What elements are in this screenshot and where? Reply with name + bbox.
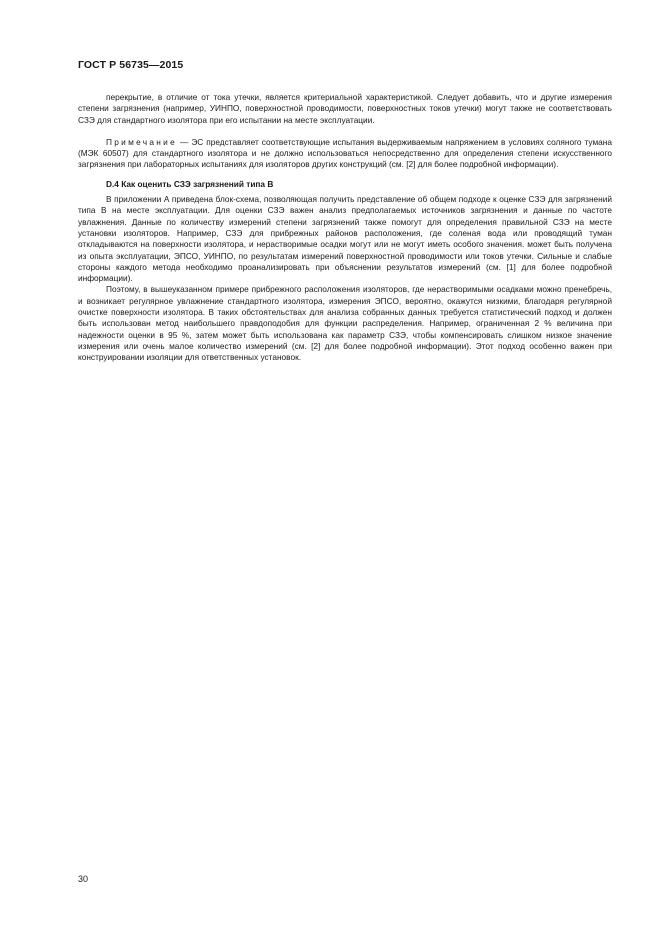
paragraph-continuation: перекрытие, в отличие от тока утечки, является критериальной характеристикой. Следует добавить, что и другие измерения степени загрязнения (например, УИНПО, поверхностной проводимости, поверхностных токов утечки) могут также не соответствовать СЗЭ для стандартного изолятора при его испытании на месте эксплуатации. [78, 92, 612, 125]
note-text: — ЭС представляет соответствующие испытания выдерживаемым напряжением в условиях соляного тумана (МЭК 60507) для стандартного изолятора и не должно использоваться непосредственно для определения степени искусственного загрязнения при лабораторных испытаниях для изоляторов других конструкций (см. [2] для более подробной информации). [78, 136, 612, 170]
document-header: ГОСТ Р 56735—2015 [78, 59, 184, 71]
page-number: 30 [78, 874, 89, 884]
section-heading-d4: D.4 Как оценить СЗЭ загрязнений типа В [106, 178, 274, 189]
paragraph-block-scheme: В приложении А приведена блок-схема, позволяющая получить представление об общем подходе к оценке СЗЭ для загрязнений типа В на месте эксплуатации. Для оценки СЗЭ важен анализ предполагаемых источников загрязнения и данные по частоте увлажнения. Данные по количеству измерений степени загрязнений также помогут для определения правильной СЗЭ на месте установки изоляторов. Например, СЗЭ для прибрежных районов расположения, где соленая вода или проводящий туман откладываются на поверхности изолятора, и нерастворимые осадки могут или не могут иметь особого значения. может быть получена из опыта эксплуатации, ЭПСО, УИНПО, по результатам измерений поверхностной проводимости или токов утечки. Сильные и слабые стороны каждого метода необходимо проанализировать при объяснении результатов измерений (см. [1] для более подробной информации). [78, 194, 612, 284]
paragraph-coastal-example: Поэтому, в вышеуказанном примере прибрежного расположения изоляторов, где нерастворимыми осадками можно пренебречь, и возникает регулярное увлажнение стандартного изолятора, измерения ЭПСО, вероятно, окажутся низкими, благодаря регулярной очистке поверхности изолятора. В таких обстоятельствах для анализа собранных данных требуется статистический подход и должен быть использован метод наибольшего правдоподобия для функции распределения. Например, ограниченная 2 % величина при надежности оценки в 95 %, затем может быть использована как параметр СЗЭ, чтобы компенсировать слишком низкое значение измерения или очень малое количество измерений (см. [2] для более подробной информации). Этот подход особенно важен при конструировании изоляции для ответственных установок. [78, 284, 612, 363]
note-label: Примечание [106, 136, 178, 147]
document-body [78, 92, 612, 364]
note-paragraph [78, 137, 612, 171]
